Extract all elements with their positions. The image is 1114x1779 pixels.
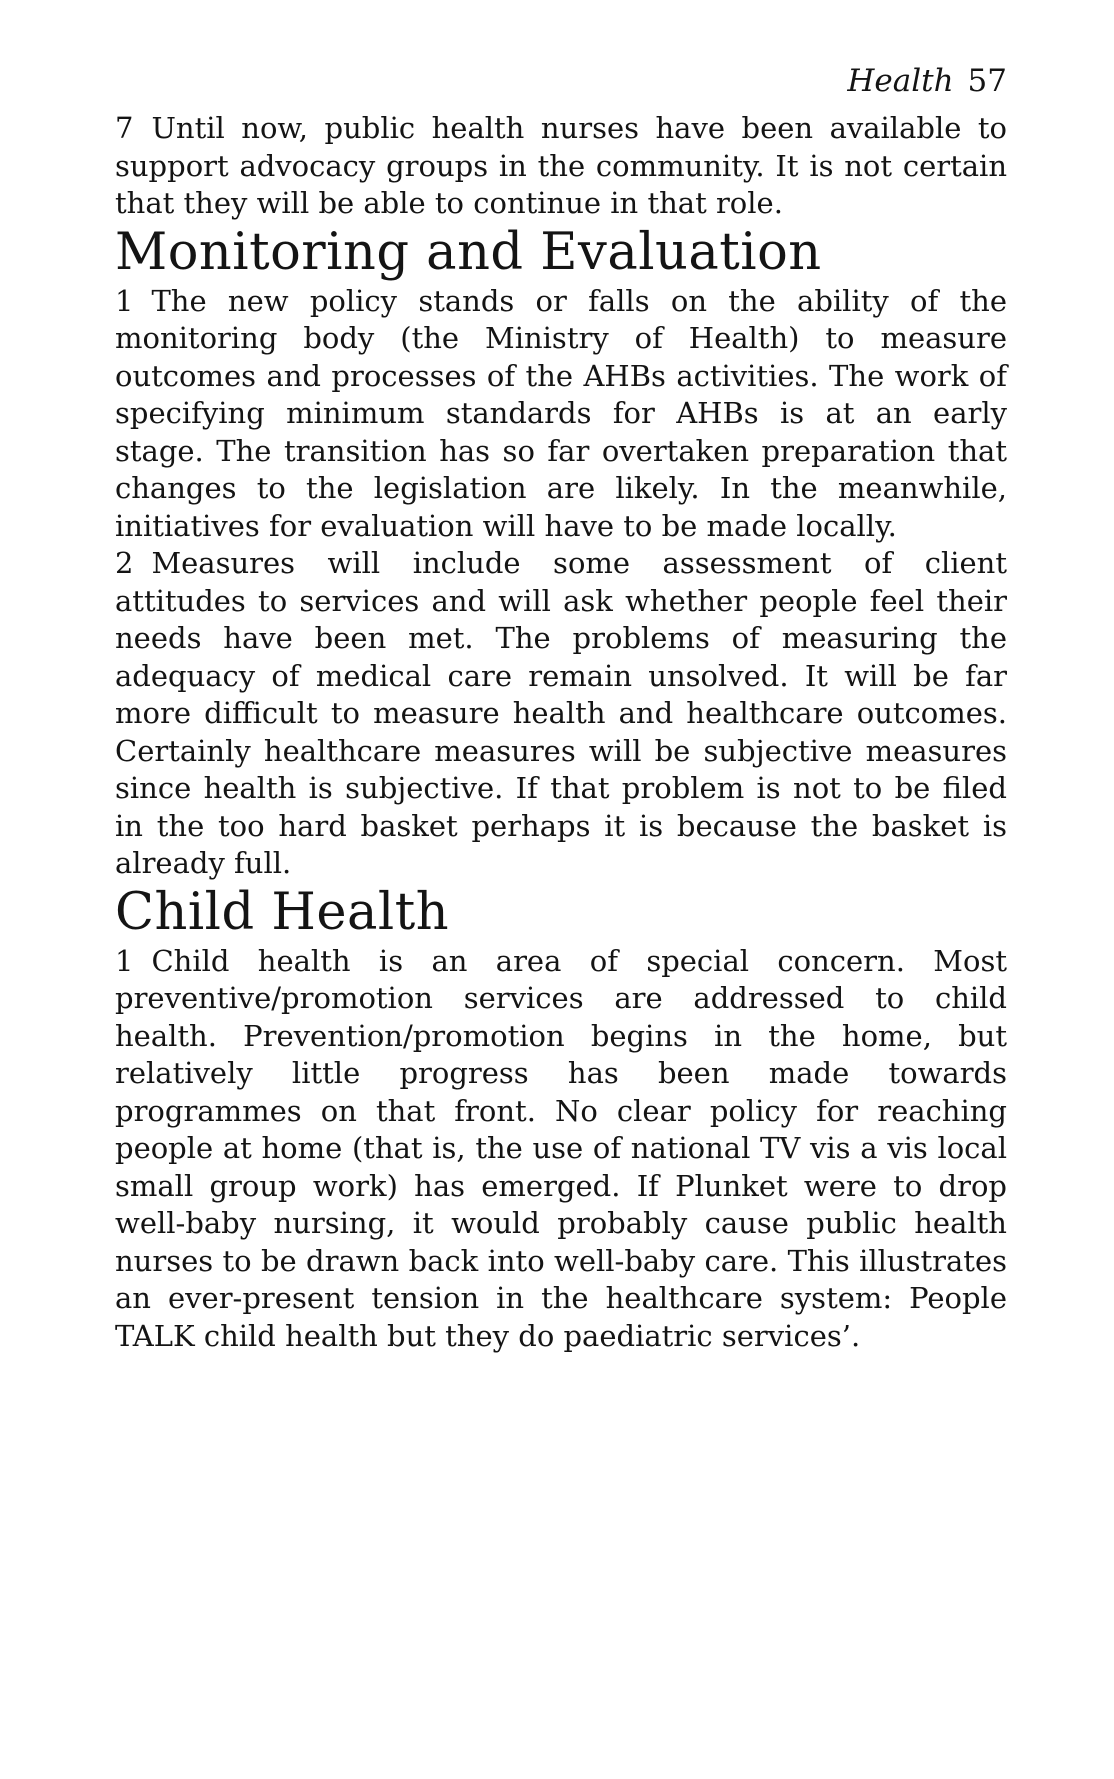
paragraph-number: 2 xyxy=(115,546,134,580)
monitoring-paragraph-1 xyxy=(115,283,1007,546)
paragraph-text: Until now, public health nurses have been available to support advocacy groups in the community. It is not certain that they will be able to continue in that role. xyxy=(115,111,1007,220)
section-heading-child-health: Child Health xyxy=(115,882,450,942)
paragraph-text: The new policy stands or falls on the ability of the monitoring body (the Ministry of Health) to measure outcomes and processes of the AHBs activities. The work of specifying minimum standards for AHBs is at an early stage. The transition has so far overtaken preparation that changes to the legislation are likely. In the meanwhile, initiatives for evaluation will have to be made locally. xyxy=(115,283,1007,543)
section-heading-monitoring-evaluation: Monitoring and Evaluation xyxy=(115,222,822,282)
paragraph-number: 1 xyxy=(115,943,134,978)
child-health-paragraph-1 xyxy=(115,943,1007,1356)
book-page xyxy=(115,60,1007,1355)
running-title: Health xyxy=(847,63,954,99)
running-head xyxy=(115,60,1007,102)
paragraph-number: 1 xyxy=(115,283,134,318)
intro-paragraph xyxy=(115,110,1007,223)
page-number: 57 xyxy=(967,63,1007,99)
paragraph-text: Child health is an area of special concern. Most preventive/promotion services are addressed to child health. Prevention/promotion begins in the home, but relatively little progress has been made towards programmes on that front. No clear policy for reaching people at home (that is, the use of national TV vis a vis local small group work) has emerged. If Plunket were to drop well-baby nursing, it would probably cause public health nurses to be drawn back into well-baby care. This illustrates an ever-present tension in the healthcare system: People TALK child health but they do paediatric services’. xyxy=(115,943,1007,1353)
paragraph-number: 7 xyxy=(115,111,134,145)
monitoring-paragraph-2 xyxy=(115,545,1007,883)
paragraph-text: Measures will include some assessment of client attitudes to services and will ask whether people feel their needs have been met. The problems of measuring the adequacy of medical care remain unsolved. It will be far more difficult to measure health and healthcare outcomes. Certainly healthcare measures will be subjective measures since health is subjective. If that problem is not to be filed in the too hard basket perhaps it is because the basket is already full. xyxy=(115,546,1007,880)
